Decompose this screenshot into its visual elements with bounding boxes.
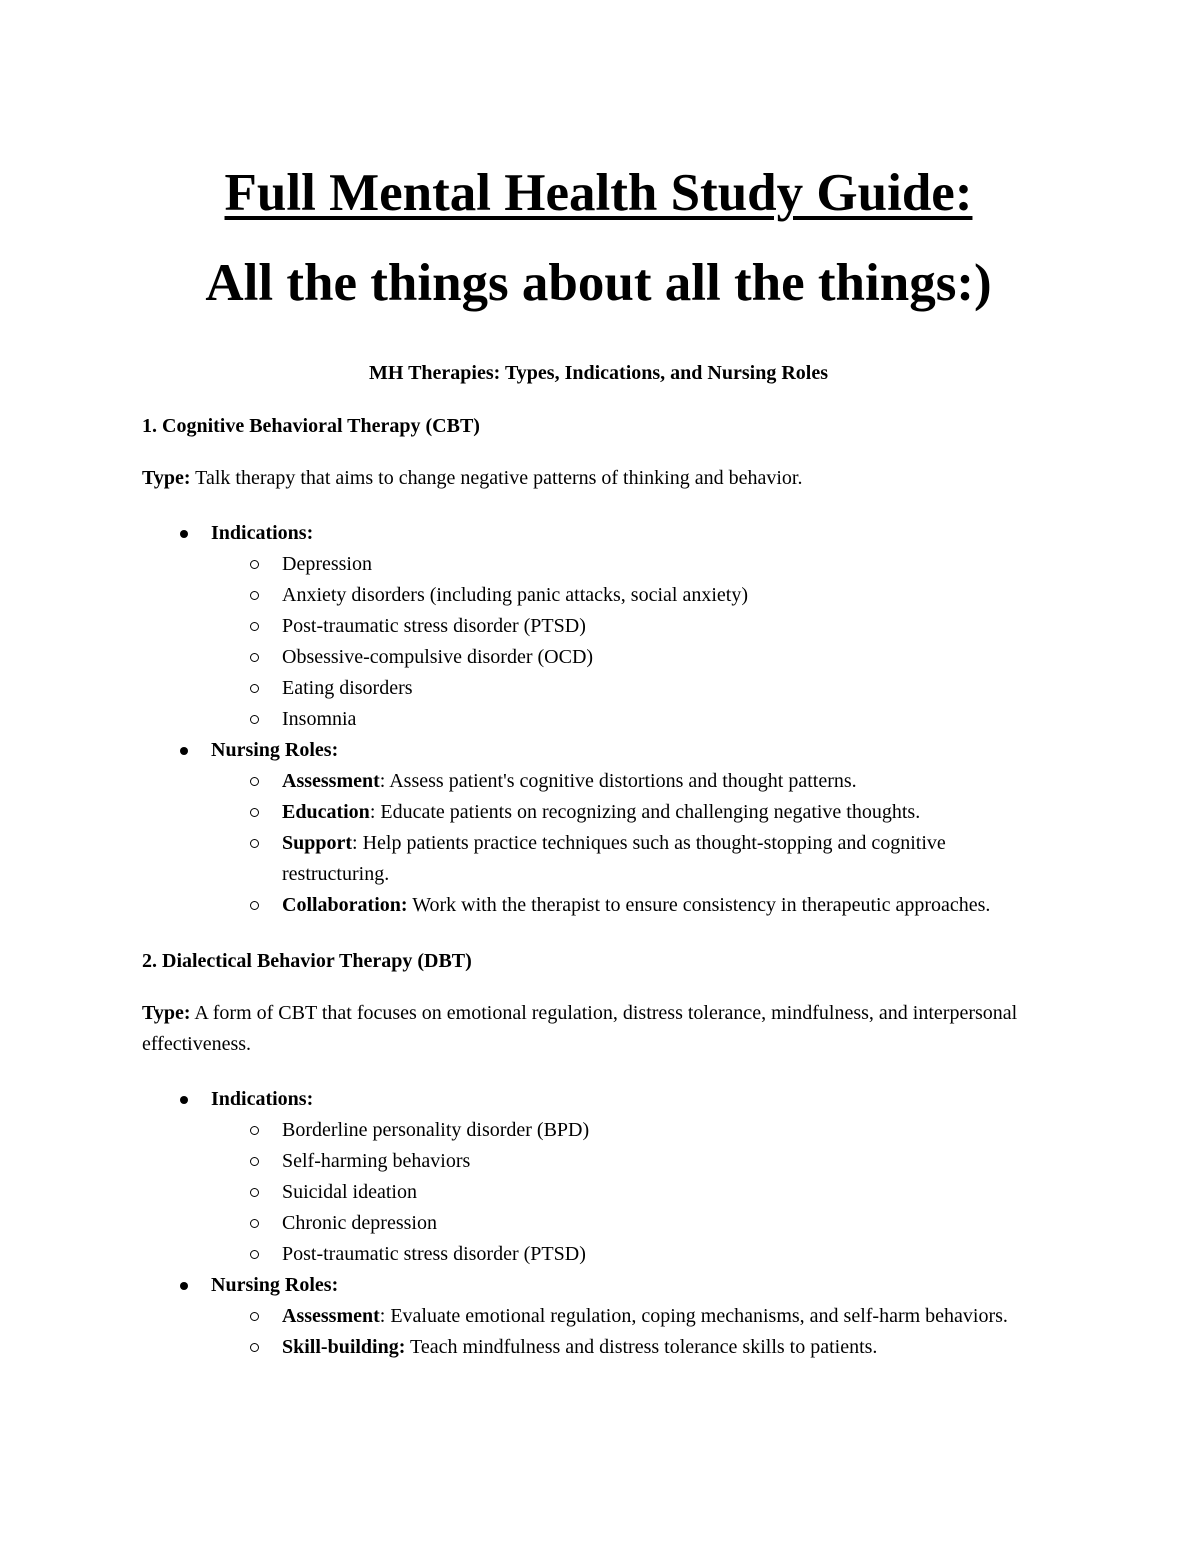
nursing-roles-label: Nursing Roles: [211,1274,339,1296]
indications-item [142,1084,1055,1270]
nursing-roles-list [211,1301,1055,1363]
role-label: Assessment [282,1305,380,1327]
bullet-circle-icon [250,591,259,600]
section-dbt [142,948,1055,1363]
indications-list [211,549,1055,735]
role-text: : Assess patient's cognitive distortions and thought patterns. [379,770,857,792]
list-item [211,704,1055,735]
list-item [211,1177,1055,1208]
indications-label: Indications: [211,1088,314,1110]
list-item-text: Self-harming behaviors [282,1150,471,1172]
role-text: Teach mindfulness and distress tolerance skills to patients. [405,1336,878,1358]
list-item-text: Borderline personality disorder (BPD) [282,1119,590,1141]
role-label: Skill-building: [282,1336,406,1358]
bullet-dot-icon [180,1282,188,1290]
list-item-text: Depression [282,553,372,575]
bullet-circle-icon [250,1312,259,1321]
indications-list [211,1115,1055,1270]
bullet-circle-icon [250,1126,259,1135]
bullet-circle-icon [250,684,259,693]
list-item [211,611,1055,642]
list-item [211,1208,1055,1239]
section-heading: 2. Dialectical Behavior Therapy (DBT) [142,950,472,972]
bullet-circle-icon [250,839,259,848]
nursing-roles-list [211,766,1055,921]
bullet-circle-icon [250,1188,259,1197]
role-text: : Educate patients on recognizing and challenging negative thoughts. [369,801,921,823]
list-item [211,1115,1055,1146]
bullet-circle-icon [250,653,259,662]
section-list [142,1084,1055,1363]
document-subtitle: MH Therapies: Types, Indications, and Nursing Roles [369,362,828,384]
list-item [211,1146,1055,1177]
list-item-text: Chronic depression [282,1212,437,1234]
role-text: Work with the therapist to ensure consistency in therapeutic approaches. [407,894,991,916]
role-label: Education [282,801,370,823]
bullet-circle-icon [250,715,259,724]
indications-item [142,518,1055,735]
nursing-roles-item [142,735,1055,921]
role-text: : Help patients practice techniques such as thought-stopping and cognitive restructuring. [282,832,946,885]
bullet-dot-icon [180,1096,188,1104]
list-item-text: Anxiety disorders (including panic attacks, social anxiety) [282,584,748,606]
list-item-text: Obsessive-compulsive disorder (OCD) [282,646,594,668]
list-item [211,828,1055,890]
type-paragraph [142,463,1055,494]
list-item-text: Eating disorders [282,677,413,699]
type-paragraph [142,998,1055,1060]
list-item-text: Suicidal ideation [282,1181,417,1203]
bullet-circle-icon [250,808,259,817]
role-label: Assessment [282,770,380,792]
list-item-text: Post-traumatic stress disorder (PTSD) [282,1243,586,1265]
section-list [142,518,1055,921]
list-item [211,1239,1055,1270]
bullet-circle-icon [250,622,259,631]
list-item [211,797,1055,828]
list-item-text: Insomnia [282,708,357,730]
list-item [211,1301,1055,1332]
bullet-circle-icon [250,1157,259,1166]
list-item [211,673,1055,704]
role-label: Support [282,832,353,854]
indications-label: Indications: [211,522,314,544]
section-heading: 1. Cognitive Behavioral Therapy (CBT) [142,415,480,437]
document-title [142,148,1055,328]
bullet-dot-icon [180,747,188,755]
title-line-1: Full Mental Health Study Guide: [224,164,973,222]
bullet-circle-icon [250,1343,259,1352]
role-text: : Evaluate emotional regulation, coping mechanisms, and self-harm behaviors. [379,1305,1008,1327]
type-label: Type: [142,467,191,489]
role-label: Collaboration: [282,894,408,916]
type-text: Talk therapy that aims to change negative patterns of thinking and behavior. [190,467,803,489]
bullet-circle-icon [250,1219,259,1228]
bullet-circle-icon [250,1250,259,1259]
bullet-circle-icon [250,777,259,786]
bullet-dot-icon [180,530,188,538]
list-item-text: Post-traumatic stress disorder (PTSD) [282,615,586,637]
nursing-roles-item [142,1270,1055,1363]
type-text: A form of CBT that focuses on emotional regulation, distress tolerance, mindfulness, and interpersonal effectiveness. [142,1002,1018,1055]
list-item [211,890,1055,921]
list-item [211,766,1055,797]
list-item [211,642,1055,673]
nursing-roles-label: Nursing Roles: [211,739,339,761]
title-line-2: All the things about all the things:) [205,254,992,312]
list-item [211,549,1055,580]
list-item [211,1332,1055,1363]
list-item [211,580,1055,611]
bullet-circle-icon [250,560,259,569]
bullet-circle-icon [250,901,259,910]
type-label: Type: [142,1002,191,1024]
section-cbt [142,413,1055,921]
